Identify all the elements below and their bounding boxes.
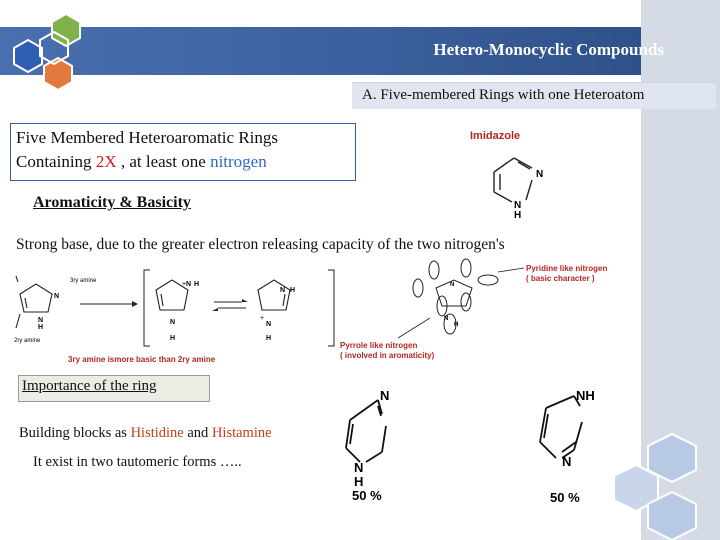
imidazole-n-bottom: N — [514, 200, 522, 211]
pyridine-label: Pyridine like nitrogen — [526, 264, 608, 273]
intro-middle: , at least one — [116, 152, 211, 171]
building-prefix: Building blocks as — [19, 425, 131, 441]
reactant-h: H — [38, 324, 44, 331]
orbital-n-bottom: N — [444, 316, 449, 322]
product2-n: N — [280, 287, 286, 294]
reactant-n: N — [38, 317, 44, 324]
building-middle: and — [183, 425, 212, 441]
protonation-reaction — [10, 262, 340, 370]
product2-h: H — [290, 287, 296, 294]
tautomer-structures — [330, 380, 630, 510]
product1-h2: H — [170, 335, 176, 342]
hexagon-logo — [0, 6, 90, 96]
reaction-caption: 3ry amine ismore basic than 2ry amine — [68, 355, 216, 364]
imidazole-h: H — [514, 210, 522, 218]
orbital-diagram — [338, 258, 638, 364]
intro-nitrogen-highlight: nitrogen — [210, 152, 267, 171]
basicity-statement: Strong base, due to the greater electron releasing capacity of the two nitrogen's — [16, 236, 505, 253]
slide-title: Hetero-Monocyclic Compounds — [433, 40, 664, 59]
right-percent: 50 % — [550, 490, 580, 505]
reactant-n2: N — [54, 293, 60, 300]
charge-2: + — [260, 315, 265, 322]
charge-1: + — [182, 281, 187, 288]
intro-line-1: Five Membered Heteroaromatic Rings — [16, 128, 279, 147]
orbital-h: H — [454, 322, 459, 328]
pyrrole-sub: ( involved in aromaticity) — [340, 351, 435, 360]
aromaticity-heading: Aromaticity & Basicity — [33, 194, 191, 211]
imidazole-structure — [466, 124, 556, 218]
imidazole-n-top: N — [536, 169, 544, 180]
intro-line-2 — [16, 152, 267, 172]
pyrrole-label: Pyrrole like nitrogen — [340, 341, 418, 350]
imidazole-label: Imidazole — [470, 130, 521, 142]
product1-h: H — [194, 281, 200, 288]
product2-h2: H — [266, 335, 272, 342]
histidine-text: Histidine — [130, 425, 184, 441]
histamine-text: Histamine — [211, 425, 272, 441]
reactant-label-2: 2ry amine — [14, 338, 41, 344]
importance-heading: Importance of the ring — [22, 378, 157, 394]
pyridine-sub: ( basic character ) — [526, 274, 595, 283]
hexagon-green-icon — [52, 14, 80, 46]
hexagon-blue-icon — [14, 40, 42, 72]
right-n-bottom: N — [562, 454, 572, 469]
left-h-bottom: H — [354, 474, 364, 489]
subtitle: A. Five-membered Rings with one Heteroatom — [362, 87, 645, 103]
reactant-label: 3ry amine — [70, 278, 97, 284]
left-percent: 50 % — [352, 488, 382, 503]
product1-n: N — [186, 281, 192, 288]
tautomer-text: It exist in two tautomeric forms ….. — [33, 454, 242, 470]
building-blocks-text — [19, 425, 272, 442]
left-n-bottom: N — [354, 460, 364, 475]
product2-n2: N — [266, 321, 272, 328]
intro-prefix: Containing — [16, 152, 96, 171]
left-n-top: N — [380, 388, 390, 403]
right-nh-top: NH — [576, 388, 595, 403]
product1-n2: N — [170, 319, 176, 326]
orbital-n-top: N — [450, 282, 455, 288]
intro-2x-highlight: 2X — [95, 152, 117, 171]
